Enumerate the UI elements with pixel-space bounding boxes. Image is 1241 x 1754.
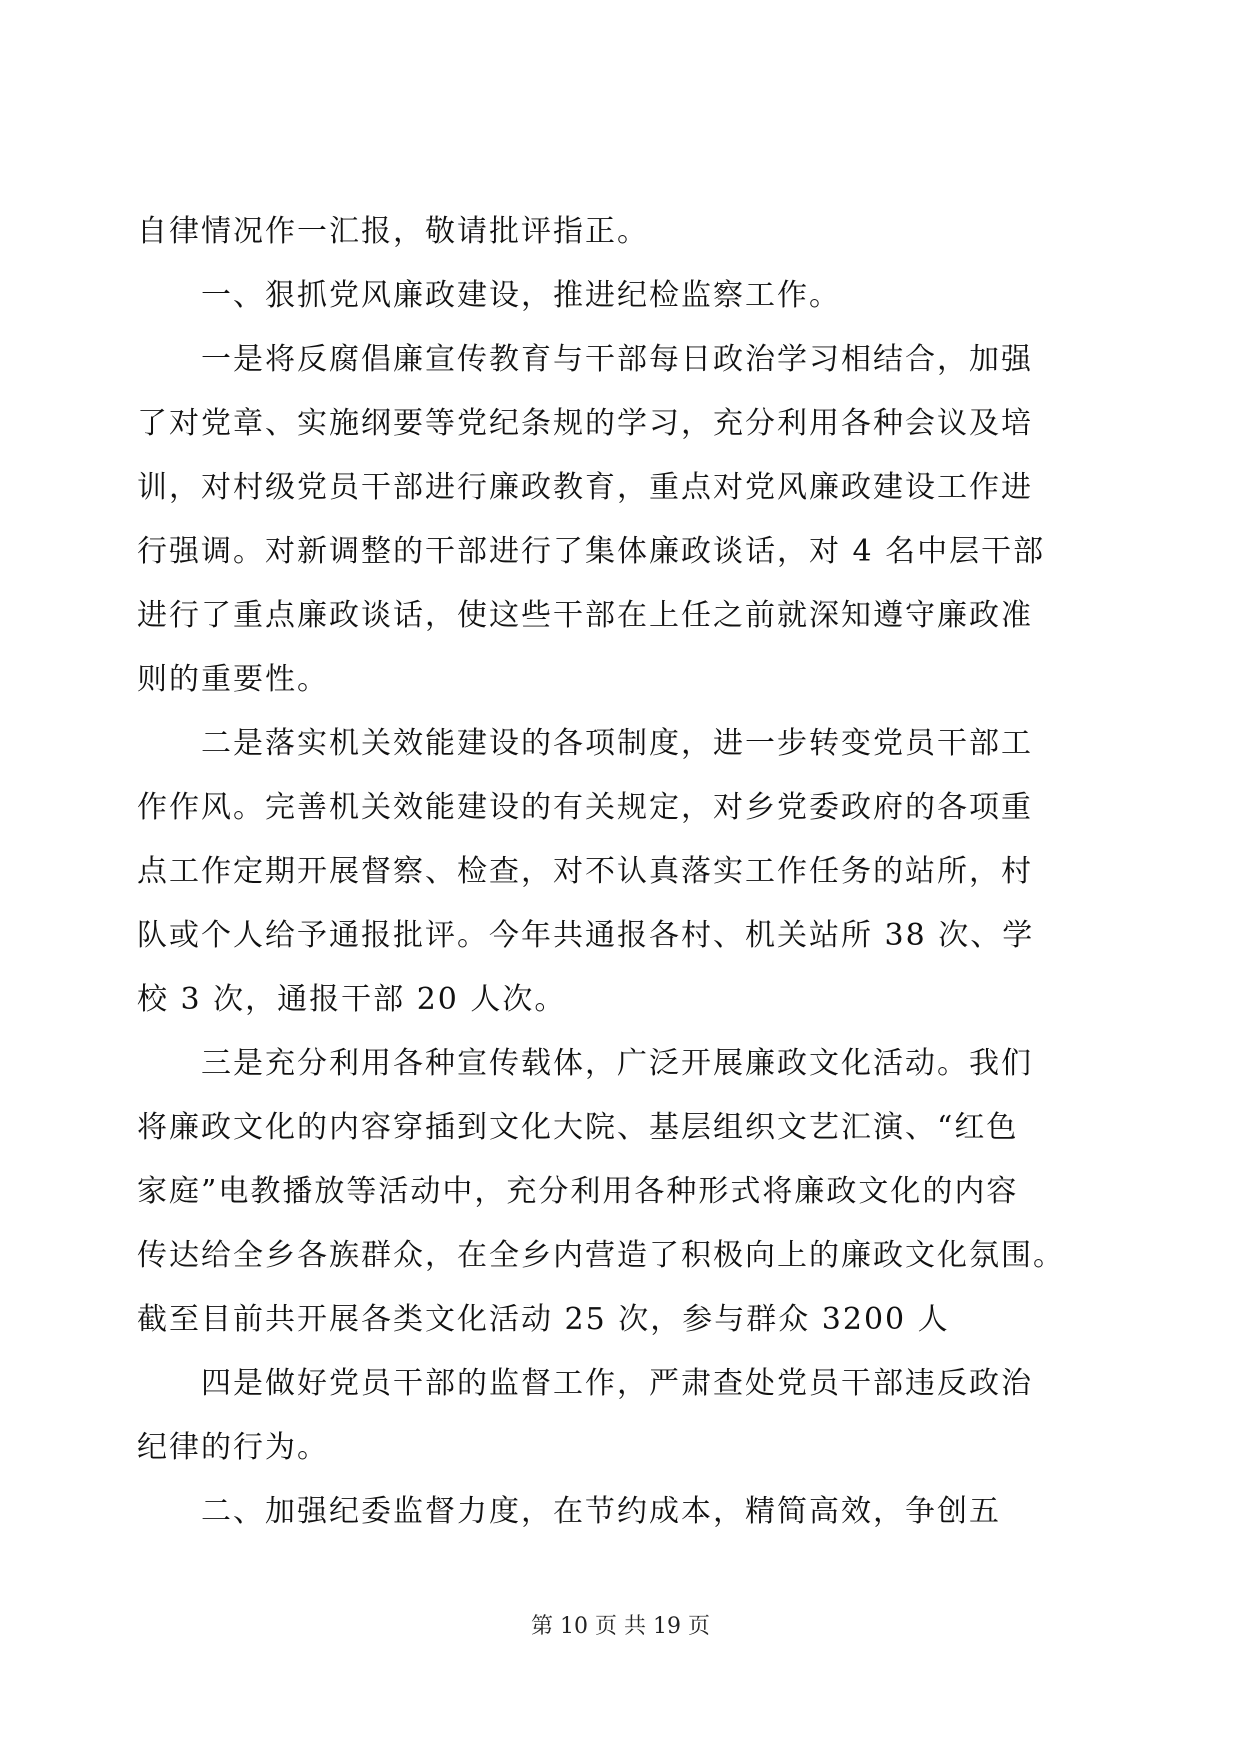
text-line: 校 3 次，通报干部 20 人次。 [137,982,567,1017]
text-line: 将廉政文化的内容穿插到文化大院、基层组织文艺汇演、“红色 [137,1110,1019,1145]
text-line: 行强调。对新调整的干部进行了集体廉政谈话，对 4 名中层干部 [137,534,1046,569]
text-line: 进行了重点廉政谈话，使这些干部在上任之前就深知遵守廉政准 [137,598,1033,633]
text-line: 作作风。完善机关效能建设的有关规定，对乡党委政府的各项重 [137,790,1033,825]
text-line: 家庭”电教播放等活动中，充分利用各种形式将廉政文化的内容 [137,1174,1019,1209]
section-heading: 一、狠抓党风廉政建设，推进纪检监察工作。 [137,278,841,313]
page-number-footer: 第 10 页 共 19 页 [531,1614,710,1639]
text-line: 二是落实机关效能建设的各项制度，进一步转变党员干部工 [137,726,1033,761]
text-line: 则的重要性。 [137,662,329,697]
text-line: 了对党章、实施纲要等党纪条规的学习，充分利用各种会议及培 [137,406,1033,441]
text-line: 传达给全乡各族群众，在全乡内营造了积极向上的廉政文化氛围。 [137,1238,1065,1273]
text-line: 三是充分利用各种宣传载体，广泛开展廉政文化活动。我们 [137,1046,1033,1081]
text-line: 队或个人给予通报批评。今年共通报各村、机关站所 38 次、学 [137,918,1035,953]
text-line: 四是做好党员干部的监督工作，严肃查处党员干部违反政治 [137,1366,1033,1401]
text-line: 点工作定期开展督察、检查，对不认真落实工作任务的站所，村 [137,854,1033,889]
text-line: 截至目前共开展各类文化活动 25 次，参与群众 3200 人 [137,1302,950,1337]
section-heading: 二、加强纪委监督力度，在节约成本，精简高效，争创五 [137,1494,1001,1529]
document-body [137,200,1092,1544]
text-line: 自律情况作一汇报，敬请批评指正。 [137,214,649,249]
text-line: 一是将反腐倡廉宣传教育与干部每日政治学习相结合，加强 [137,342,1033,377]
text-line: 训，对村级党员干部进行廉政教育，重点对党风廉政建设工作进 [137,470,1033,505]
text-line: 纪律的行为。 [137,1430,329,1465]
